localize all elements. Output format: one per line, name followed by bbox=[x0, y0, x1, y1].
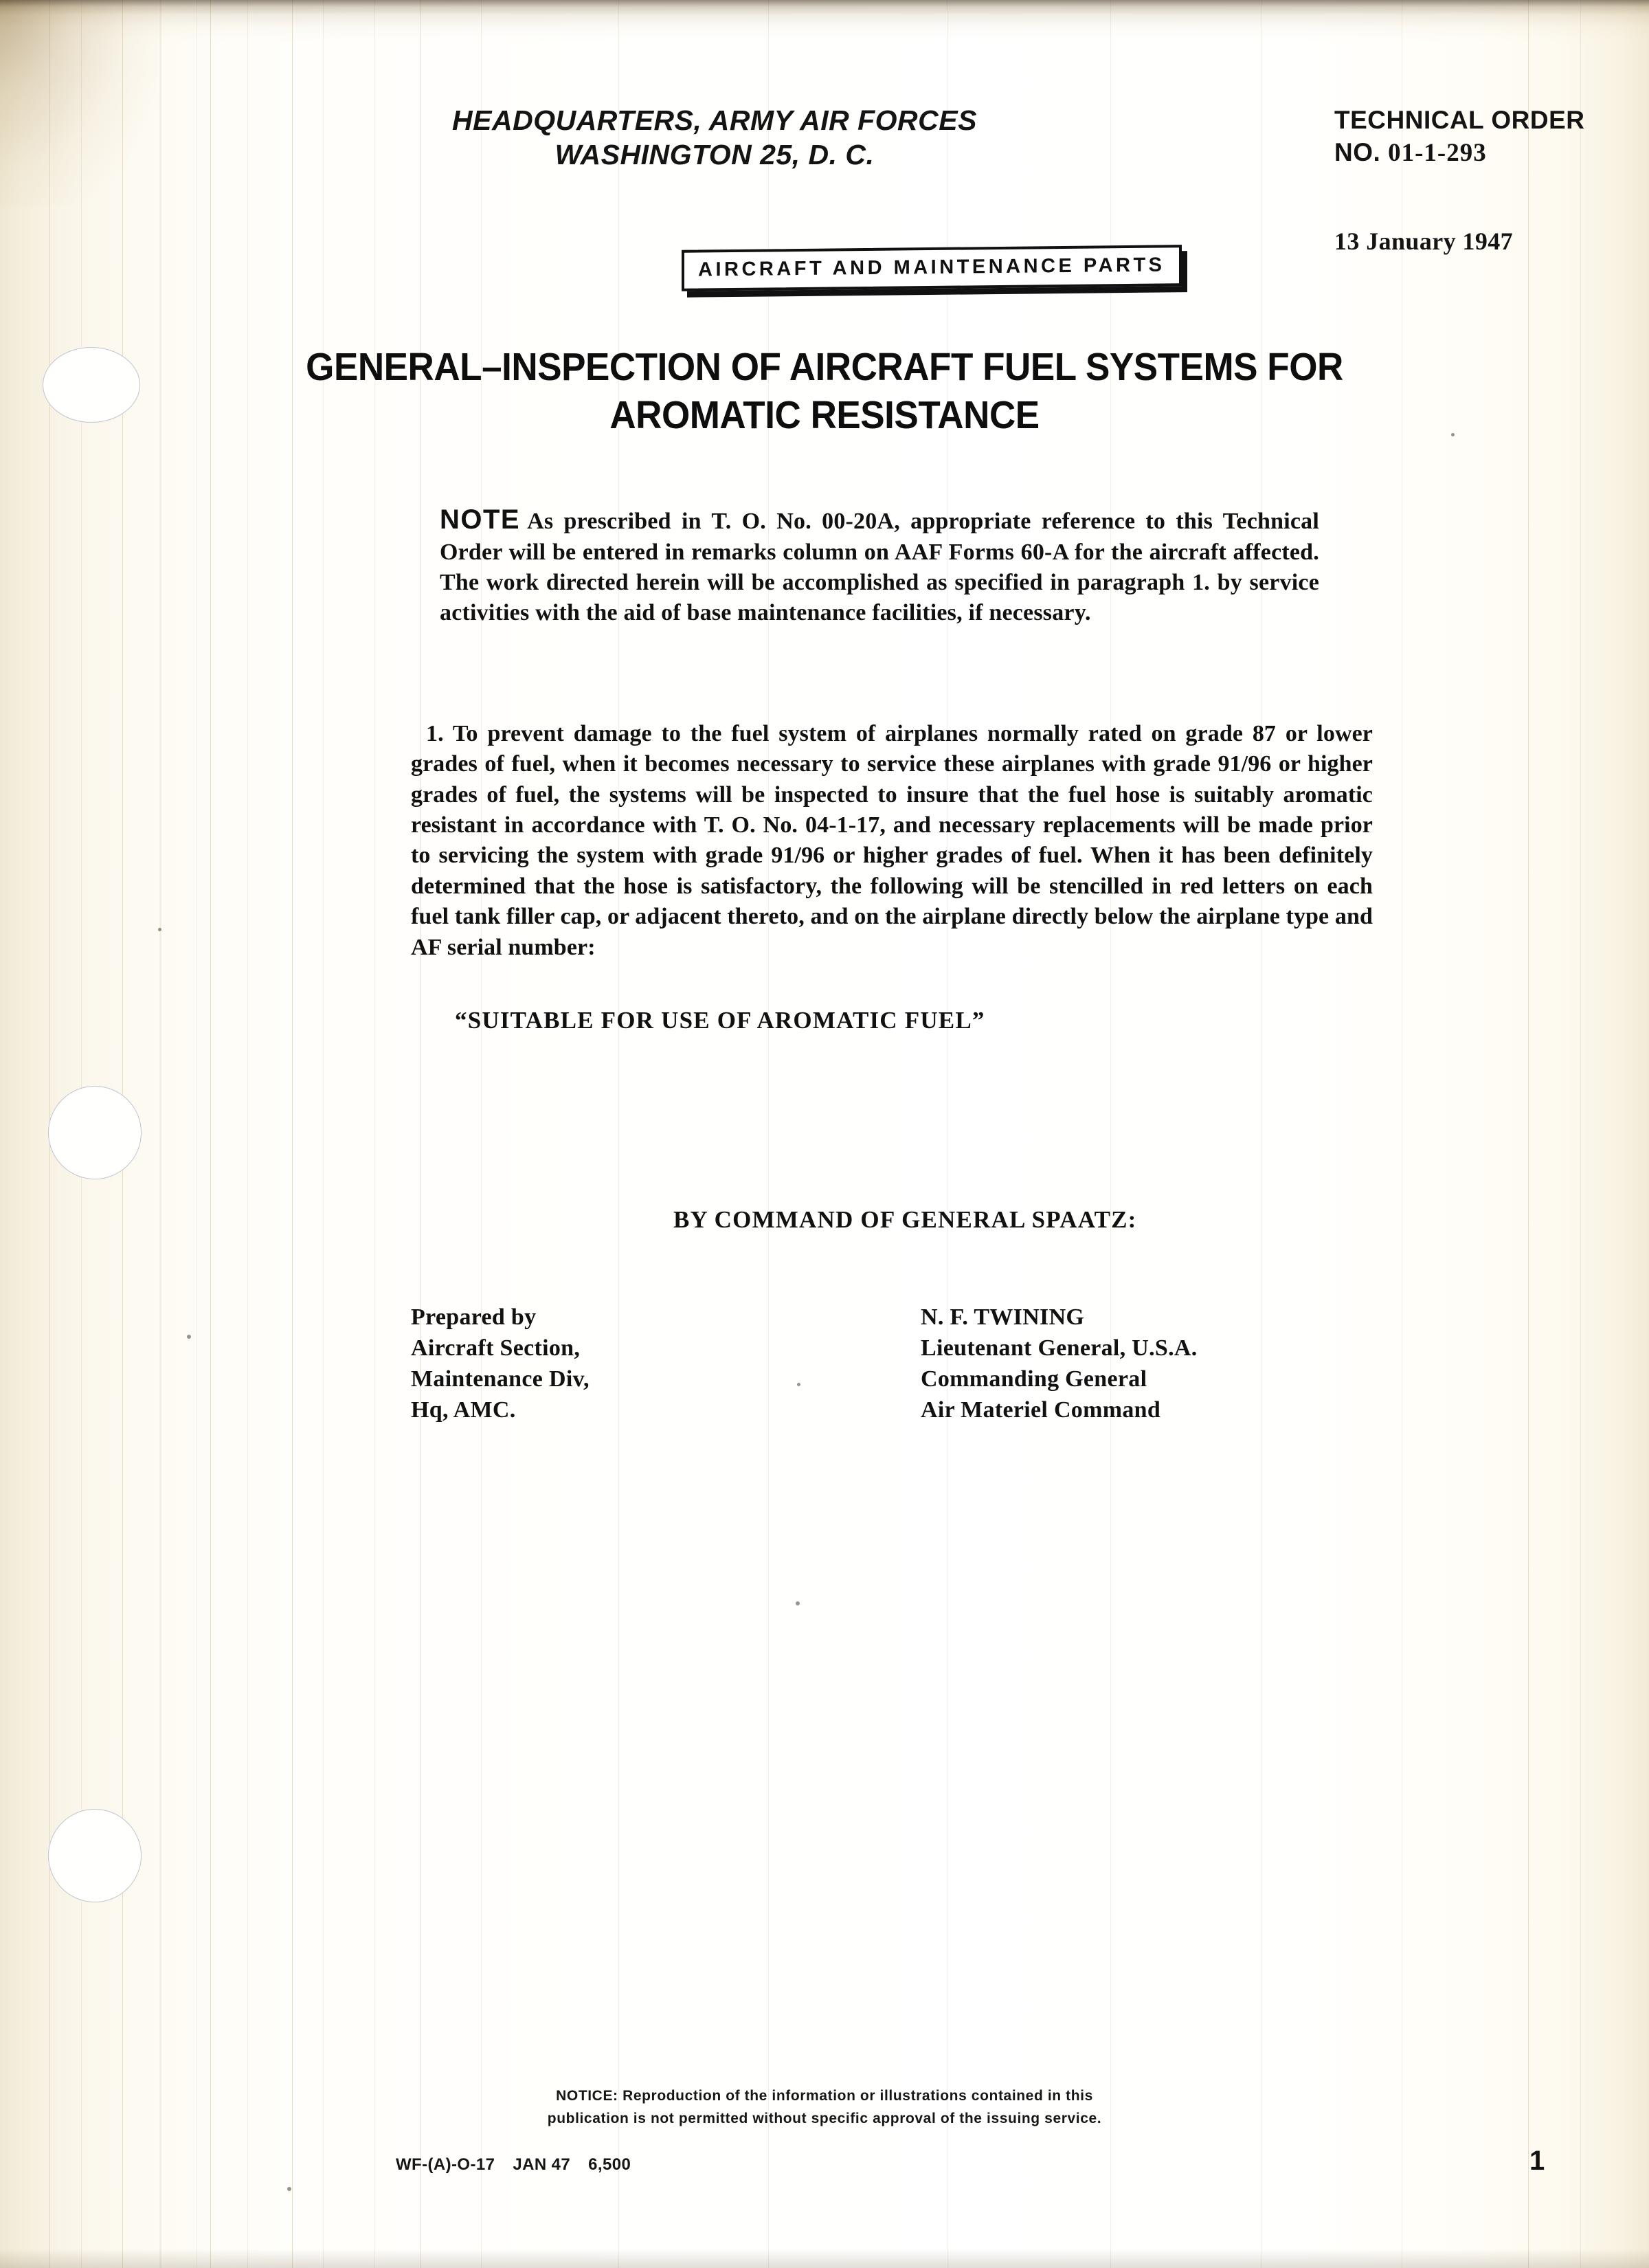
paper-speck bbox=[187, 1335, 191, 1339]
signatory-name: N. F. TWINING bbox=[921, 1304, 1085, 1330]
prepared-by-line-1: Prepared by bbox=[411, 1304, 537, 1330]
imprint-month: JAN 47 bbox=[513, 2155, 571, 2174]
category-box: AIRCRAFT AND MAINTENANCE PARTS bbox=[682, 245, 1182, 291]
paper-streak bbox=[618, 0, 619, 2268]
paper-streak bbox=[247, 0, 248, 2268]
punch-hole-icon bbox=[48, 1086, 142, 1179]
paper-speck bbox=[1451, 433, 1455, 436]
technical-order-label: TECHNICAL ORDER bbox=[1334, 106, 1585, 134]
paper-speck bbox=[796, 1601, 800, 1605]
agency-header bbox=[440, 103, 989, 172]
signatory-title: Commanding General bbox=[921, 1366, 1147, 1392]
paragraph-1: 1. To prevent damage to the fuel system of airplanes normally rated on grade 87 or lower grades of fuel, when it becomes necessary to service these airplanes with grade 91/96 or higher grades of fuel, the systems will be inspected to insure that the fuel hose is suitably aromatic resistant in accordance with T. O. No. 04-1-17, and necessary replacements will be made prior to servicing the system with grade 91/96 or higher grades of fuel. When it has been definitely determined that the hose is satisfactory, the following will be stencilled in red letters on each fuel tank filler cap, or adjacent thereto, and on the airplane directly below the airplane type and AF serial number: bbox=[411, 721, 1373, 960]
note-label: NOTE bbox=[440, 504, 521, 535]
agency-line-2: WASHINGTON 25, D. C. bbox=[554, 139, 875, 171]
authority-line: BY COMMAND OF GENERAL SPAATZ: bbox=[673, 1206, 1137, 1233]
page-title: GENERAL–INSPECTION OF AIRCRAFT FUEL SYSTEMS FOR AROMATIC RESISTANCE bbox=[306, 345, 1343, 437]
paper-speck bbox=[158, 928, 161, 931]
punch-hole-icon bbox=[43, 347, 140, 423]
paper-bottom-edge-shadow bbox=[0, 2249, 1649, 2268]
stencil-quote: “SUITABLE FOR USE OF AROMATIC FUEL” bbox=[455, 1007, 985, 1034]
prepared-by-block bbox=[411, 1302, 590, 1426]
technical-order-number: 01-1-293 bbox=[1388, 138, 1487, 167]
prepared-by-line-2: Aircraft Section, bbox=[411, 1335, 581, 1361]
notice-line-1: NOTICE: Reproduction of the information or illustrations contained in this bbox=[556, 2088, 1093, 2104]
signatory-command: Air Materiel Command bbox=[921, 1397, 1161, 1423]
page-number: 1 bbox=[1529, 2146, 1545, 2176]
note-body: As prescribed in T. O. No. 00-20A, appropriate reference to this Technical Order will be entered in remarks column on AAF Forms 60-A for the aircraft affected. The work directed herein will be accomplished as specified in paragraph 1. by service activities with the aid of base maintenance facilities, if necessary. bbox=[440, 509, 1319, 626]
paper-streak bbox=[210, 0, 211, 2268]
agency-line-1: HEADQUARTERS, ARMY AIR FORCES bbox=[452, 104, 977, 136]
prepared-by-line-4: Hq, AMC. bbox=[411, 1397, 516, 1423]
signatory-rank: Lieutenant General, U.S.A. bbox=[921, 1335, 1198, 1361]
paper-streak bbox=[1110, 0, 1111, 2268]
paper-speck bbox=[797, 1383, 800, 1386]
paper-streak bbox=[1580, 0, 1581, 2268]
paper-speck bbox=[287, 2187, 291, 2191]
prepared-by-line-3: Maintenance Div, bbox=[411, 1366, 590, 1392]
technical-order-block bbox=[1334, 104, 1637, 169]
paper-streak bbox=[159, 0, 161, 2268]
note-block bbox=[440, 502, 1319, 629]
paper-streak bbox=[481, 0, 482, 2268]
signatory-block bbox=[921, 1302, 1198, 1426]
paper-streak bbox=[323, 0, 324, 2268]
technical-order-no-label: NO. bbox=[1334, 137, 1381, 166]
paper-streak bbox=[768, 0, 769, 2268]
category-box-wrapper bbox=[682, 247, 1182, 289]
paper-streak bbox=[1528, 0, 1529, 2268]
paper-streak bbox=[374, 0, 375, 2268]
paper-streak bbox=[292, 0, 293, 2268]
imprint-quantity: 6,500 bbox=[588, 2155, 631, 2174]
notice-line-2: publication is not permitted without specific approval of the issuing service. bbox=[547, 2110, 1102, 2126]
paper-top-edge-shadow bbox=[0, 0, 1649, 41]
reproduction-notice bbox=[481, 2085, 1168, 2130]
document-date: 13 January 1947 bbox=[1334, 227, 1514, 255]
paper-streak bbox=[1261, 0, 1262, 2268]
punch-hole-icon bbox=[48, 1809, 142, 1902]
printer-imprint bbox=[396, 2155, 631, 2175]
imprint-code: WF-(A)-O-17 bbox=[396, 2155, 495, 2174]
technical-order-number-line bbox=[1334, 137, 1637, 170]
paper-streak bbox=[420, 0, 421, 2268]
